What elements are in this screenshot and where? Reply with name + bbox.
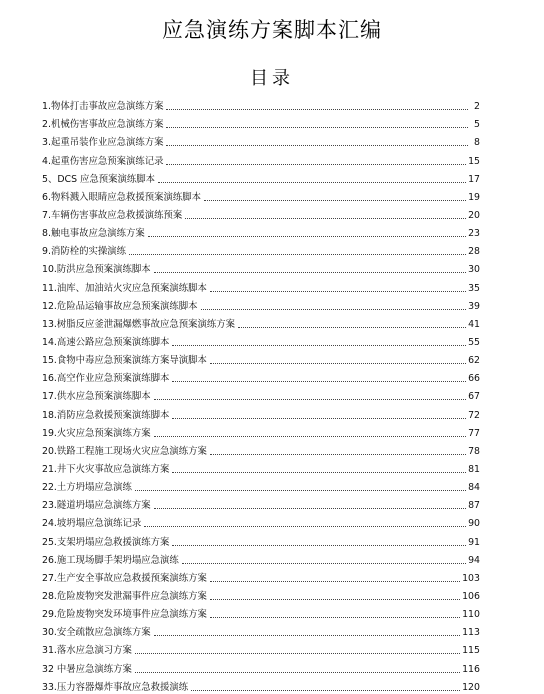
toc-heading: 目录 [250,68,294,89]
toc-entry-page-number: 94 [468,554,480,566]
toc-leader-dots [135,672,460,673]
toc-entry-title: 25.支架坍塌应急救援演练方案 [42,536,170,548]
toc-entry[interactable] [42,131,480,149]
toc-entry[interactable] [42,585,480,603]
toc-leader-dots [182,563,466,564]
toc-entry-title: 13.树脂反应釜泄漏爆燃事故应急预案演练方案 [42,318,236,330]
toc-entry-page-number: 91 [468,536,480,548]
toc-entry[interactable] [42,168,480,186]
toc-leader-dots [172,472,466,473]
toc-entry-page-number: 116 [462,663,480,675]
toc-entry-title: 31.落水应急演习方案 [42,645,132,657]
toc-leader-dots [154,436,466,437]
toc-entry-page-number: 110 [462,609,480,621]
toc-entry-page-number: 106 [462,590,480,602]
toc-entry[interactable] [42,549,480,567]
toc-leader-dots [172,345,466,346]
toc-leader-dots [154,272,466,273]
toc-entry-title: 11.油库、加油站火灾应急预案演练脚本 [42,282,207,294]
toc-entry[interactable] [42,621,480,639]
toc-entry-title: 21.井下火灾事故应急演练方案 [42,463,170,475]
toc-leader-dots [201,309,467,310]
toc-entry[interactable] [42,367,480,385]
toc-entry-page-number: 103 [462,572,480,584]
toc-entry-title: 22.土方坍塌应急演练 [42,482,132,494]
toc-entry-title: 12.危险品运输事故应急预案演练脚本 [42,300,198,312]
toc-entry-title: 14.高速公路应急预案演练脚本 [42,336,170,348]
toc-entry-title: 8.触电事故应急演练方案 [42,228,145,240]
toc-entry-title: 2.机械伤害事故应急演练方案 [42,119,164,131]
toc-entry-page-number: 30 [468,264,480,276]
toc-entry-title: 29.危险废物突发环境事件应急演练方案 [42,609,207,621]
toc-entry-page-number: 20 [468,209,480,221]
toc-leader-dots [129,254,466,255]
toc-entry-page-number: 72 [468,409,480,421]
toc-entry[interactable] [42,676,480,694]
toc-entry-title: 7.车辆伤害事故应急救援演练预案 [42,209,183,221]
toc-entry[interactable] [42,476,480,494]
toc-entry-title: 6.物料溅入眼睛应急救援预案演练脚本 [42,191,201,203]
toc-leader-dots [166,164,466,165]
toc-entry-page-number: 55 [468,336,480,348]
toc-entry-page-number: 87 [468,500,480,512]
toc-entry-title: 23.隧道坍塌应急演练方案 [42,500,151,512]
toc-entry[interactable] [42,385,480,403]
toc-entry-title: 18.消防应急救援预案演练脚本 [42,409,170,421]
toc-entry[interactable] [42,113,480,131]
toc-leader-dots [210,599,460,600]
toc-leader-dots [166,145,468,146]
document-title: 应急演练方案脚本汇编 [162,18,382,42]
toc-leader-dots [135,653,460,654]
toc-entry-page-number: 78 [468,445,480,457]
toc-leader-dots [135,490,466,491]
toc-entry[interactable] [42,530,480,548]
toc-entry-page-number: 41 [468,318,480,330]
toc-entry-page-number: 19 [468,191,480,203]
toc-entry[interactable] [42,240,480,258]
toc-entry-page-number: 15 [468,155,480,167]
toc-leader-dots [166,127,468,128]
toc-entry-title: 17.供水应急预案演练脚本 [42,391,151,403]
toc-entry-title: 15.食物中毒应急预案演练方案导演脚本 [42,355,207,367]
toc-entry-page-number: 120 [462,681,480,693]
toc-leader-dots [210,291,466,292]
toc-entry[interactable] [42,204,480,222]
toc-leader-dots [210,581,460,582]
toc-entry-title: 9.消防栓的实操演练 [42,246,126,258]
toc-entry-title: 30.安全疏散应急演练方案 [42,627,151,639]
toc-leader-dots [154,399,466,400]
toc-entry[interactable] [42,349,480,367]
toc-entry-title: 5、DCS 应急预案演练脚本 [42,173,156,185]
toc-leader-dots [210,454,466,455]
toc-entry-title: 24.坡坍塌应急演练记录 [42,518,142,530]
toc-leader-dots [158,182,466,183]
toc-entry-title: 27.生产安全事故应急救援预案演练方案 [42,572,207,584]
toc-entry-title: 19.火灾应急预案演练方案 [42,427,151,439]
toc-entry-title: 33.压力容器爆炸事故应急救援演练 [42,681,189,693]
toc-entry[interactable] [42,639,480,657]
toc-entry[interactable] [42,440,480,458]
toc-entry-title: 3.起重吊装作业应急演练方案 [42,137,164,149]
toc-entry-page-number: 81 [468,463,480,475]
toc-entry-page-number: 67 [468,391,480,403]
toc-entry-page-number: 77 [468,427,480,439]
toc-leader-dots [154,508,466,509]
toc-entry-page-number: 5 [474,119,480,131]
toc-leader-dots [154,635,460,636]
toc-entry[interactable] [42,95,480,113]
toc-leader-dots [148,236,466,237]
toc-entry-page-number: 35 [468,282,480,294]
toc-entry-title: 32 中暑应急演练方案 [42,663,132,675]
toc-leader-dots [191,690,460,691]
toc-entry-page-number: 66 [468,373,480,385]
toc-entry-page-number: 39 [468,300,480,312]
toc-entry-title: 16.高空作业应急预案演练脚本 [42,373,170,385]
toc-leader-dots [210,617,460,618]
table-of-contents [42,95,480,694]
toc-leader-dots [210,363,466,364]
toc-entry-page-number: 23 [468,228,480,240]
toc-entry-title: 10.防洪应急预案演练脚本 [42,264,151,276]
toc-entry-page-number: 28 [468,246,480,258]
toc-entry[interactable] [42,276,480,294]
toc-entry-title: 28.危险废物突发泄漏事件应急演练方案 [42,590,207,602]
toc-entry-page-number: 62 [468,355,480,367]
toc-leader-dots [144,526,466,527]
toc-leader-dots [172,381,466,382]
toc-entry-page-number: 113 [462,627,480,639]
toc-entry-title: 20.铁路工程施工现场火灾应急演练方案 [42,445,207,457]
toc-entry[interactable] [42,313,480,331]
toc-leader-dots [166,109,468,110]
toc-entry-page-number: 2 [474,101,480,113]
toc-entry[interactable] [42,603,480,621]
toc-entry[interactable] [42,331,480,349]
toc-entry[interactable] [42,567,480,585]
toc-leader-dots [185,218,466,219]
toc-entry[interactable] [42,149,480,167]
toc-leader-dots [172,418,466,419]
toc-leader-dots [172,545,466,546]
toc-entry-page-number: 90 [468,518,480,530]
toc-leader-dots [238,327,466,328]
toc-entry-page-number: 84 [468,482,480,494]
toc-entry-title: 26.施工现场脚手架坍塌应急演练 [42,554,179,566]
toc-entry[interactable] [42,422,480,440]
toc-entry[interactable] [42,458,480,476]
toc-entry[interactable] [42,657,480,675]
toc-entry-page-number: 8 [474,137,480,149]
toc-entry-title: 4.起重伤害应急预案演练记录 [42,155,164,167]
toc-entry-page-number: 17 [468,173,480,185]
toc-entry[interactable] [42,186,480,204]
toc-entry[interactable] [42,295,480,313]
toc-entry[interactable] [42,403,480,421]
toc-entry[interactable] [42,512,480,530]
toc-entry[interactable] [42,258,480,276]
toc-entry[interactable] [42,222,480,240]
toc-entry-title: 1.物体打击事故应急演练方案 [42,101,164,113]
toc-leader-dots [204,200,466,201]
toc-entry-page-number: 115 [462,645,480,657]
toc-entry[interactable] [42,494,480,512]
